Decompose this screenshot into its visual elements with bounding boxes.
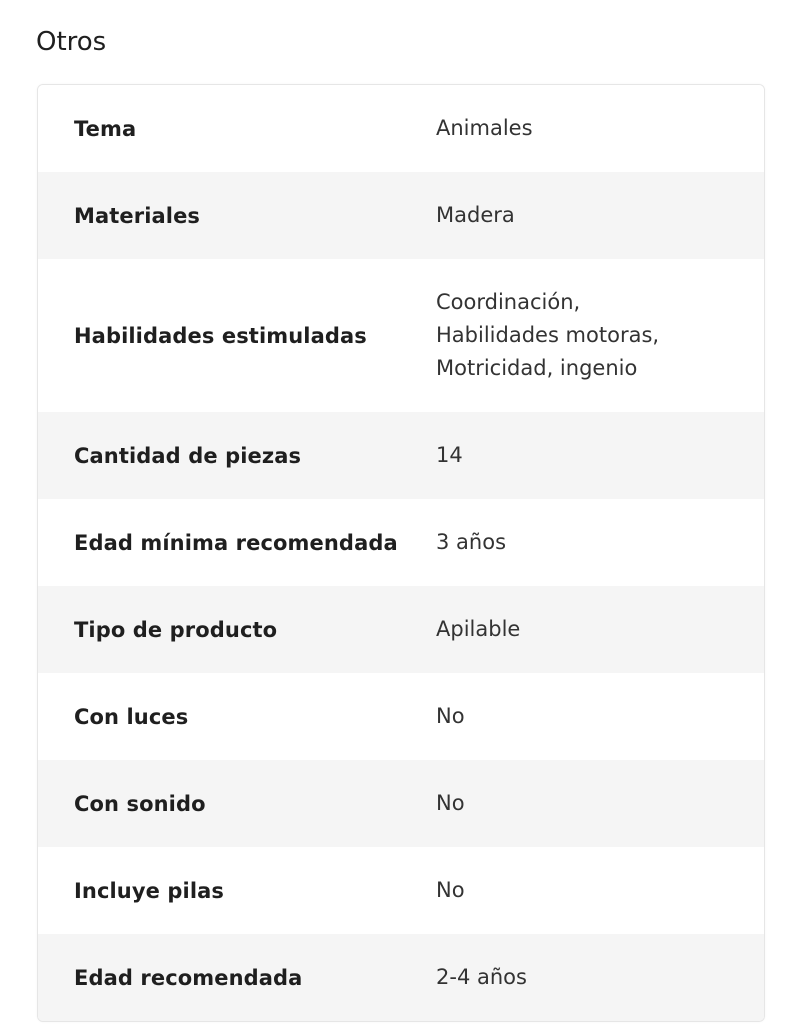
spec-label: Con sonido bbox=[74, 791, 206, 816]
spec-value: No bbox=[436, 791, 465, 815]
spec-row-con-sonido bbox=[38, 760, 764, 847]
spec-label: Edad recomendada bbox=[74, 965, 303, 990]
spec-value: Coordinación, Habilidades motoras, Motricidad, ingenio bbox=[436, 290, 660, 380]
section-title: Otros bbox=[36, 27, 107, 57]
spec-label: Habilidades estimuladas bbox=[74, 323, 367, 348]
spec-value: No bbox=[436, 878, 465, 902]
spec-value: Madera bbox=[436, 203, 515, 227]
spec-row-cantidad-piezas bbox=[38, 412, 764, 499]
spec-row-tipo-producto bbox=[38, 586, 764, 673]
spec-label: Tipo de producto bbox=[74, 617, 278, 642]
spec-row-incluye-pilas bbox=[38, 847, 764, 934]
spec-label: Incluye pilas bbox=[74, 878, 225, 903]
spec-value: No bbox=[436, 704, 465, 728]
specs-table bbox=[37, 84, 765, 1022]
spec-row-tema bbox=[38, 85, 764, 172]
spec-label: Materiales bbox=[74, 203, 201, 228]
spec-row-edad-minima bbox=[38, 499, 764, 586]
spec-value: 14 bbox=[436, 443, 463, 467]
spec-value: 2-4 años bbox=[436, 965, 527, 989]
spec-value: Animales bbox=[436, 116, 533, 140]
spec-row-habilidades bbox=[38, 259, 764, 412]
spec-value: Apilable bbox=[436, 617, 521, 641]
spec-row-edad-recomendada bbox=[38, 934, 764, 1021]
spec-row-materiales bbox=[38, 172, 764, 259]
spec-value: 3 años bbox=[436, 530, 507, 554]
spec-label: Edad mínima recomendada bbox=[74, 530, 398, 555]
spec-label: Cantidad de piezas bbox=[74, 443, 302, 468]
spec-row-con-luces bbox=[38, 673, 764, 760]
spec-label: Con luces bbox=[74, 704, 189, 729]
spec-label: Tema bbox=[74, 116, 137, 141]
